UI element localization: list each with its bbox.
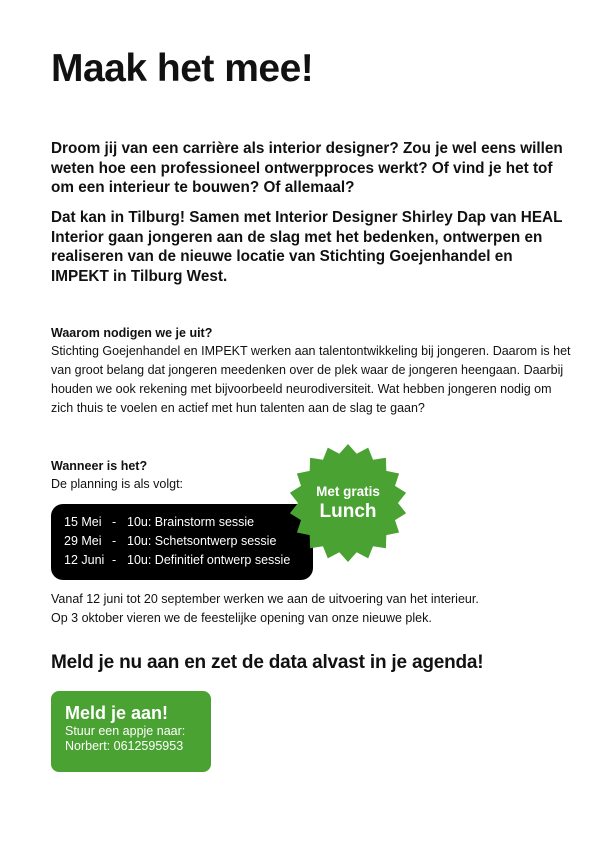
schedule-separator: -: [112, 515, 117, 529]
schedule-row: [64, 532, 313, 551]
planning-intro: De planning is als volgt:: [51, 477, 184, 491]
badge-text-top: Met gratis: [316, 484, 380, 499]
page-title: Maak het mee!: [51, 47, 314, 90]
free-lunch-badge: [288, 443, 408, 563]
schedule-session: 10u: Schetsontwerp sessie: [127, 534, 277, 548]
signup-button-title: Meld je aan!: [65, 703, 169, 723]
schedule-date: 12 Juni: [64, 553, 105, 567]
schedule-box: [51, 504, 313, 580]
badge-text-lunch: Lunch: [319, 501, 377, 522]
schedule-session: 10u: Definitief ontwerp sessie: [127, 553, 291, 567]
signup-instruction: Stuur een appje naar:: [65, 724, 186, 738]
schedule-date: 15 Mei: [64, 515, 102, 529]
when-heading: Wanneer is het?: [51, 459, 148, 473]
schedule-session: 10u: Brainstorm sessie: [127, 515, 255, 529]
schedule-row: [64, 513, 313, 532]
schedule-row: [64, 551, 313, 570]
schedule-date: 29 Mei: [64, 534, 102, 548]
opening-date-line: Op 3 oktober vieren we de feestelijke opening van onze nieuwe plek.: [51, 611, 432, 625]
schedule-separator: -: [112, 553, 117, 567]
timeline-text: [51, 590, 571, 628]
schedule-separator: -: [112, 534, 117, 548]
intro-description-paragraph: Dat kan in Tilburg! Samen met Interior Designer Shirley Dap van HEAL Interior gaan jongeren aan de slag met het bedenken, ontwerpen en realiseren van de nieuwe locatie van Stichting Goejenhandel en IMPEKT in Tilburg West.: [51, 209, 563, 285]
execution-period-line: Vanaf 12 juni tot 20 september werken we aan de uitvoering van het interieur.: [51, 592, 479, 606]
signup-heading: Meld je nu aan en zet de data alvast in je agenda!: [51, 652, 484, 673]
why-text: Stichting Goejenhandel en IMPEKT werken aan talentontwikkeling bij jongeren. Daarom is het van groot belang dat jongeren meedenken over de plek waar de jongeren heengaan. Daarbij houden we ook rekening met bijvoorbeeld neurodiversiteit. Wat hebben jongeren nodig om zich thuis te voelen en actief met hun talenten aan de slag te gaan?: [51, 344, 571, 415]
why-heading: Waarom nodigen we je uit?: [51, 326, 213, 340]
signup-button[interactable]: [51, 691, 211, 772]
intro-question-paragraph: Droom jij van een carrière als interior designer? Zou je wel eens willen weten hoe een professioneel ontwerpproces werkt? Of vind je het tof om een interieur te bouwen? Of allemaal?: [51, 140, 563, 196]
signup-contact: Norbert: 0612595953: [65, 739, 184, 753]
